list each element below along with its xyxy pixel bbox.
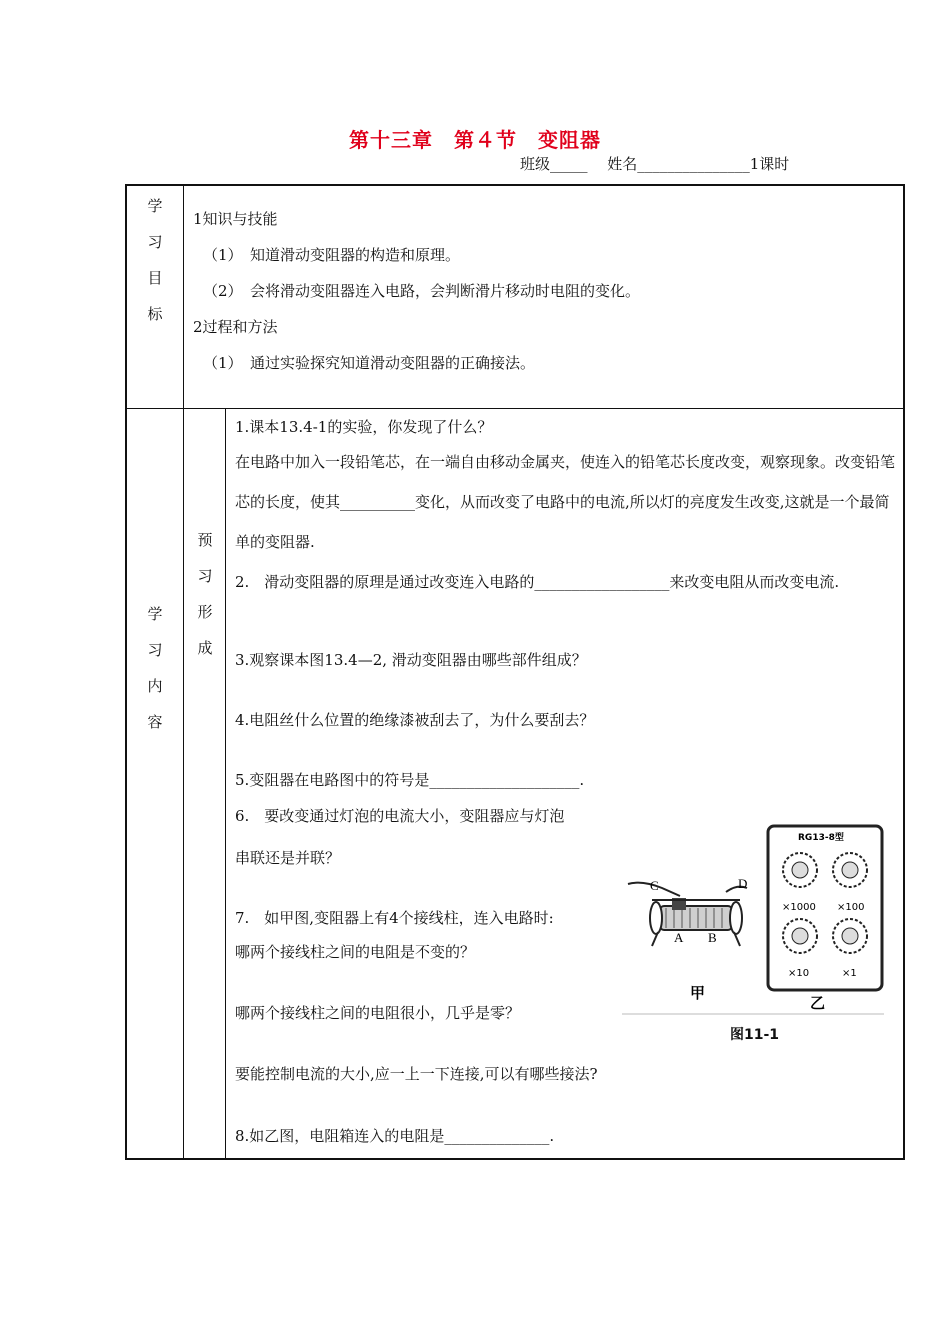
question-7b: 哪两个接线柱之间的电阻是不变的？ <box>235 943 476 961</box>
page-title: 第十三章 第４节 变阻器 <box>349 128 601 152</box>
slide-rheostat-drawing <box>628 876 747 1002</box>
objective-line: （2） 会将滑动变阻器连入电路，会判断滑片移动时电阻的变化。 <box>203 282 641 300</box>
figure-caption: 图11-1 <box>730 1027 780 1043</box>
terminal-b: B <box>708 930 717 945</box>
question-8: 8.如乙图，电阻箱连入的电阻是______________. <box>235 1127 555 1145</box>
row-divider <box>127 408 903 409</box>
multiplier-100: ×100 <box>837 902 865 913</box>
objective-line: 1知识与技能 <box>193 210 278 228</box>
label-yi: 乙 <box>810 994 826 1012</box>
terminal-a: A <box>674 930 684 945</box>
rheostat-figure <box>622 822 884 1050</box>
col-divider-1 <box>183 186 184 1160</box>
resistance-box-drawing <box>768 826 882 1012</box>
question-7d: 要能控制电流的大小,应一上一下连接,可以有哪些接法? <box>235 1065 598 1083</box>
box-model: RG13-8型 <box>798 833 844 843</box>
question-4: 4.电阻丝什么位置的绝缘漆被刮去了，为什么要刮去？ <box>235 711 595 729</box>
content-label: 学 习 内 容 <box>147 605 163 731</box>
question-3: 3.观察课本图13.4—2, 滑动变阻器由哪些部件组成？ <box>235 651 587 669</box>
terminal-c: C <box>650 878 659 893</box>
multiplier-10: ×10 <box>788 968 810 979</box>
question-1: 1.课本13.4-1的实验，你发现了什么？ <box>235 418 493 436</box>
question-2: 2. 滑动变阻器的原理是通过改变连入电路的__________________来改变电阻从而改变电流. <box>235 573 840 591</box>
class-name-line: 班级_____ 姓名_______________1课时 <box>520 155 790 173</box>
objective-line: 2过程和方法 <box>193 318 278 336</box>
col-divider-2 <box>225 408 226 1160</box>
question-1-text: 在电路中加入一段铅笔芯，在一端自由移动金属夹，使连入的铅笔芯长度改变，观察现象。改变铅笔芯的长度，使其__________变化，从而改变了电路中的电流,所以灯的亮度发生改变,这就是一个最简单的变阻器. <box>235 453 896 551</box>
question-7a: 7. 如甲图,变阻器上有4个接线柱，连入电路时: <box>235 909 554 927</box>
question-7c: 哪两个接线柱之间的电阻很小，几乎是零？ <box>235 1004 521 1022</box>
multiplier-1: ×1 <box>842 968 857 979</box>
question-6b: 串联还是并联？ <box>235 849 341 867</box>
objective-line: （1） 通过实验探究知道滑动变阻器的正确接法。 <box>203 354 536 372</box>
multiplier-1000: ×1000 <box>782 902 816 913</box>
objective-line: （1） 知道滑动变阻器的构造和原理。 <box>203 246 461 264</box>
terminal-d: D <box>738 876 748 891</box>
question-6a: 6. 要改变通过灯泡的电流大小，变阻器应与灯泡 <box>235 807 565 825</box>
preview-label: 预 习 形 成 <box>197 531 213 657</box>
question-5: 5.变阻器在电路图中的符号是____________________. <box>235 771 585 789</box>
label-jia: 甲 <box>690 984 706 1002</box>
objectives-label: 学 习 目 标 <box>147 197 163 323</box>
